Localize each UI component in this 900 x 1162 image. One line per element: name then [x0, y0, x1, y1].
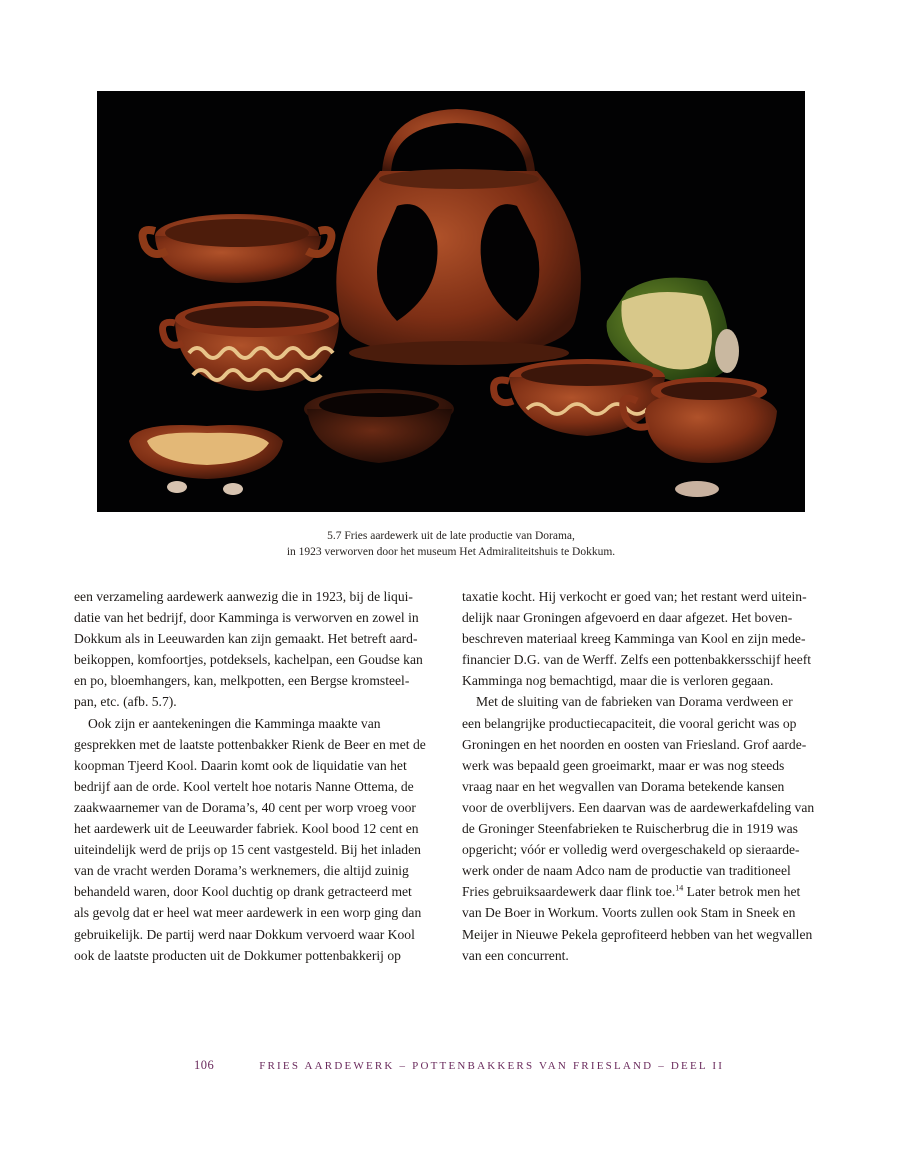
text-line: financier D.G. van de Werff. Zelfs een pottenbakkersschijf heeft: [462, 652, 812, 668]
text-line: Ook zijn er aantekeningen die Kamminga maakte van: [88, 715, 381, 731]
text-line: koopman Tjeerd Kool. Daarin komt ook de liquidatie van het: [74, 757, 407, 773]
text-line: bedrijf aan de orde. Kool vertelt hoe notaris Nanne Ottema, de: [74, 778, 414, 794]
text-line: van de vracht werden Dorama’s werknemers, die altijd zuinig: [74, 863, 409, 879]
pottery-illustration: [97, 91, 805, 512]
text-line: van een concurrent.: [462, 947, 569, 963]
text-line: Kamminga nog bemachtigd, maar die is verloren gegaan.: [462, 673, 774, 689]
text-line: als gevolg dat er heel wat meer aardewerk in een worp ging dan: [74, 905, 422, 921]
pottery-photograph: [97, 91, 805, 512]
text-line: voor de overblijvers. Een daarvan was de aardewerkafdeling van: [462, 799, 815, 815]
footnote-reference[interactable]: 14: [675, 883, 684, 893]
text-line: werk was bepaald geen groeimarkt, maar er was nog steeds: [462, 757, 785, 773]
running-title: FRIES AARDEWERK – POTTENBAKKERS VAN FRIESLAND – DEEL II: [259, 1060, 725, 1072]
text-line: beschreven materiaal kreeg Kamminga van Kool en zijn mede-: [462, 631, 806, 647]
caption-line-2: in 1923 verworven door het museum Het Admiraliteitshuis te Dokkum.: [286, 546, 616, 558]
text-line: delijk naar Groningen afgevoerd en daar afgezet. Het boven-: [462, 610, 793, 626]
left-text-column: [74, 586, 444, 966]
paragraph: [462, 586, 832, 691]
text-line: pan, etc. (afb. 5.7).: [74, 694, 177, 710]
text-line: beikoppen, komfoortjes, potdeksels, kachelpan, een Goudse kan: [74, 652, 423, 668]
text-line: en po, bloemhangers, kan, melkpotten, een Bergse kromsteel-: [74, 673, 410, 689]
paragraph: [74, 586, 444, 713]
text-line: behandeld waren, door Kool duchtig op drank getracteerd met: [74, 884, 412, 900]
text-line: Met de sluiting van de fabrieken van Dorama verdween er: [476, 694, 793, 710]
text-line: werk onder de naam Adco nam de productie van traditioneel: [462, 863, 791, 879]
paragraph: [462, 691, 832, 965]
paragraph: [74, 713, 444, 966]
text-line: gesprekken met de laatste pottenbakker Rienk de Beer en met de: [74, 736, 426, 752]
right-text-column: [462, 586, 832, 966]
text-segment: Later betrok men het: [683, 884, 801, 900]
text-line: van De Boer in Workum. Voorts zullen ook Stam in Sneek en: [462, 905, 796, 921]
text-line: gebruikelijk. De partij werd naar Dokkum vervoerd waar Kool: [74, 926, 415, 942]
text-line: ook de laatste producten uit de Dokkumer pottenbakkerij op: [74, 947, 401, 963]
text-line: Groningen en het noorden en oosten van Friesland. Grof aarde-: [462, 736, 807, 752]
text-line: opgericht; vóór er volledig werd overgeschakeld op sieraarde-: [462, 842, 800, 858]
text-line: een belangrijke productiecapaciteit, die vooral gericht was op: [462, 715, 797, 731]
text-line: zaakwaarnemer van de Dorama’s, 40 cent per worp vroeg voor: [74, 799, 416, 815]
text-line: uiteindelijk werd de prijs op 15 cent vastgesteld. Bij het inladen: [74, 842, 421, 858]
figure-number: 5.7: [327, 530, 342, 542]
text-line: Dokkum als in Leeuwarden kan zijn gemaakt. Het betreft aard-: [74, 631, 418, 647]
text-line: een verzameling aardewerk aanwezig die in 1923, bij de liqui-: [74, 589, 413, 604]
figure-caption: [97, 528, 805, 560]
page-number: 106: [194, 1058, 215, 1072]
text-line: het aardewerk uit de Leeuwarder fabriek. Kool bood 12 cent en: [74, 821, 419, 837]
text-line: taxatie kocht. Hij verkocht er goed van; het restant werd uitein-: [462, 589, 807, 604]
caption-line-1: Fries aardewerk uit de late productie van Dorama,: [344, 530, 575, 542]
page-footer: [194, 1058, 724, 1073]
text-line: vraag naar en het wegvallen van Dorama betekende kansen: [462, 778, 785, 794]
text-segment: Fries gebruiksaardewerk daar flink toe.: [462, 884, 676, 900]
text-line: Meijer in Nieuwe Pekela geprofiteerd hebben van het wegvallen: [462, 926, 813, 942]
text-line: [462, 881, 832, 902]
text-line: datie van het bedrijf, door Kamminga is verworven en zowel in: [74, 610, 419, 626]
text-line: de Groninger Steenfabrieken te Ruischerbrug die in 1919 was: [462, 821, 798, 837]
